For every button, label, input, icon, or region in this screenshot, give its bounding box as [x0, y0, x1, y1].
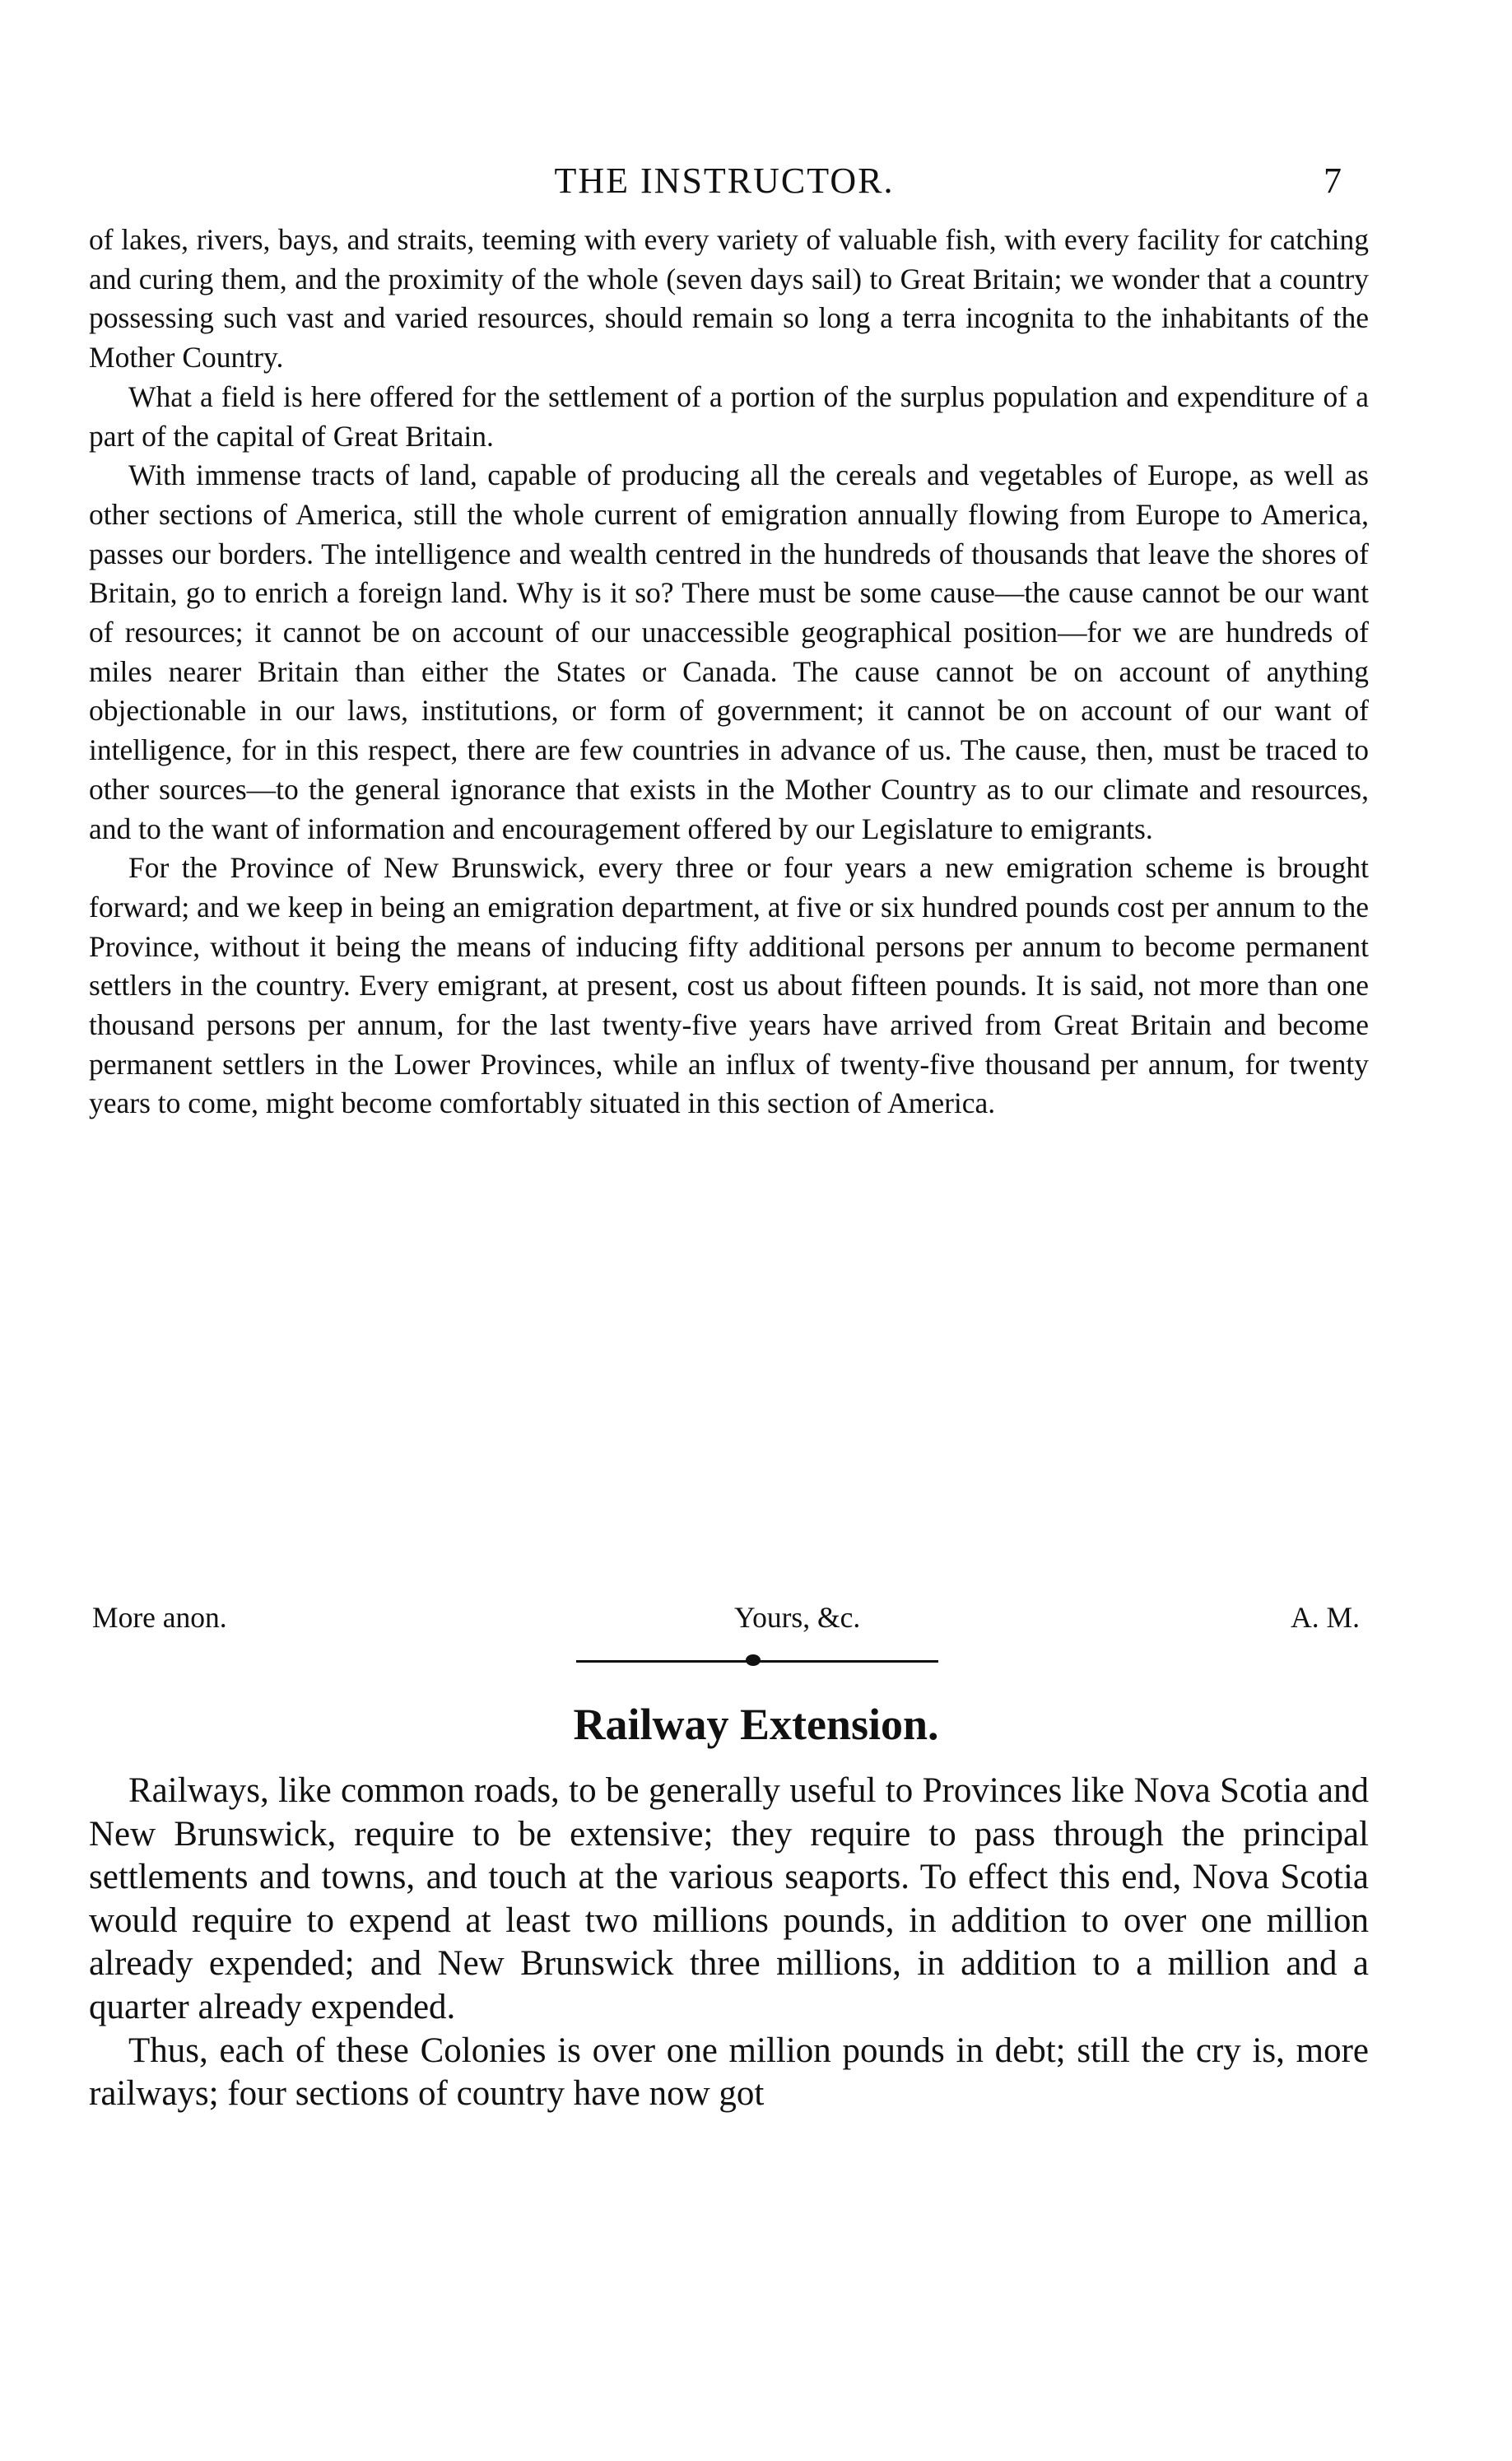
section-heading: Railway Extension. [573, 1700, 939, 1749]
signoff-initials: A. M. [1291, 1601, 1360, 1634]
letter-signoff [92, 1597, 1360, 1638]
running-title: THE INSTRUCTOR. [554, 160, 895, 201]
letter-paragraph: What a field is here offered for the settlement of a portion of the surplus population and expenditure of a part of the capital of Great Britain. [89, 379, 1369, 453]
letter-paragraph: For the Province of New Brunswick, every three or four years a new emigration scheme is brought forward; and we keep in being an emigration department, at five or six hundred pounds cost per annum to the Province, without it being the means of inducing fifty additional persons per annum to become permanent settlers in the country. Every emigrant, at present, cost us about fifteen pounds. It is said, not more than one thousand persons per annum, for the last twenty-five years have arrived from Great Britain and become permanent settlers in the Lower Provinces, while an influx of twenty-five thousand per annum, for twenty years to come, might become comfortably situated in this section of America. [89, 851, 1369, 1120]
section-divider-ornament [576, 1653, 938, 1669]
letter-paragraph: of lakes, rivers, bays, and straits, teeming with every variety of valuable fish, with every facility for catching and curing them, and the proximity of the whole (seven days sail) to Great Britain; we wonder that a country possessing such vast and varied resources, should remain so long a terra incognita to the inhabitants of the Mother Country. [89, 223, 1369, 374]
letter-body [89, 221, 1369, 1124]
letter-paragraph: With immense tracts of land, capable of producing all the cereals and vegetables of Europe, as well as other sections of America, still the whole current of emigration annually flowing from Europe to America, passes our borders. The intelligence and wealth centred in the hundreds of thousands that leave the shores of Britain, go to enrich a foreign land. Why is it so? There must be some cause—the cause cannot be our want of resources; it cannot be on account of our unaccessible geographical position—for we are hundreds of miles nearer Britain than either the States or Canada. The cause cannot be on account of anything objectionable in our laws, institutions, or form of government; it cannot be on account of our want of intelligence, for in this respect, there are few countries in advance of us. The cause, then, must be traced to other sources—to the general ignorance that exists in the Mother Country as to our climate and resources, and to the want of information and encouragement offered by our Legislature to emigrants. [89, 458, 1369, 845]
signoff-more-anon: More anon. [92, 1601, 227, 1634]
divider-dot [746, 1654, 761, 1666]
article-body [89, 1770, 1369, 2116]
page-number: 7 [1324, 160, 1342, 201]
running-header [107, 156, 1342, 206]
article-paragraph: Railways, like common roads, to be generally useful to Provinces like Nova Scotia and New Brunswick, require to be extensive; they require to pass through the principal settlements and towns, and touch at the various seaports. To effect this end, Nova Scotia would require to expend at least two millions pounds, in addition to over one million already expended; and New Brunswick three millions, in addition to a million and a quarter already expended. [89, 1771, 1369, 2026]
signoff-yours: Yours, &c. [734, 1601, 861, 1634]
article-paragraph: Thus, each of these Colonies is over one million pounds in debt; still the cry is, more railways; four sections of country have now got [89, 2031, 1369, 2114]
